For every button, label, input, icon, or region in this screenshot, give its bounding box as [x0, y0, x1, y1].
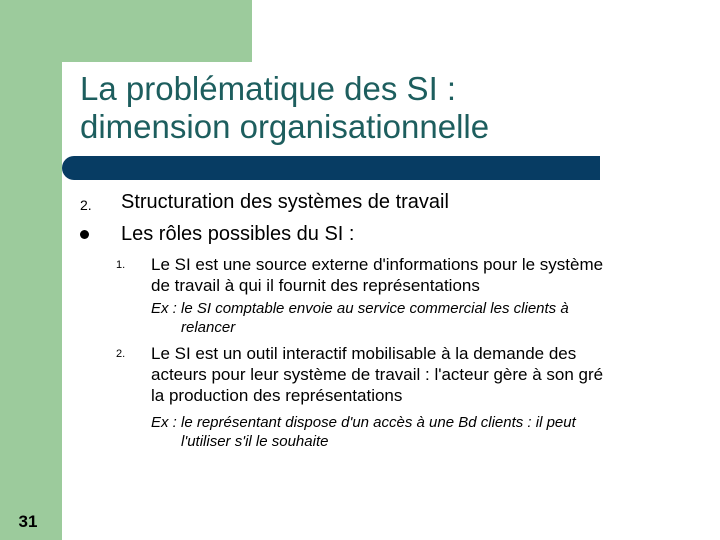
sub-item-2-line-3: la production des représentations	[151, 386, 403, 405]
bullet-text: Les rôles possibles du SI :	[121, 223, 355, 245]
slide-title	[80, 70, 489, 146]
bullet-icon	[80, 230, 89, 239]
sub-item-1-line-2: de travail à qui il fournit des représentations	[151, 276, 480, 295]
item-number: 2.	[80, 197, 92, 213]
sub-item-1-line-1: Le SI est une source externe d'informations pour le système	[151, 255, 604, 274]
sub-item-2-number: 2.	[116, 348, 126, 360]
sub-item-1-text	[151, 254, 603, 296]
sub-item-1-number: 1.	[116, 259, 126, 271]
decor-green-band-left	[0, 0, 62, 540]
sub-item-2-line-2: acteurs pour leur système de travail : l'acteur gère à son gré	[151, 365, 604, 384]
sub-item-1-example	[151, 299, 569, 337]
sub-item-1-example-line-2: relancer	[181, 319, 236, 336]
sub-item-2-text	[151, 343, 603, 406]
slide-title-line-1: La problématique des SI :	[80, 70, 457, 107]
sub-item-1-example-line-1: Ex : le SI comptable envoie au service commercial les clients à	[151, 300, 569, 317]
sub-item-2-example	[151, 413, 576, 451]
slide-title-line-2: dimension organisationnelle	[80, 108, 490, 145]
slide-number: 31	[18, 512, 38, 531]
sub-item-2-example-line-2: l'utiliser s'il le souhaite	[181, 433, 329, 450]
title-underline-bar	[62, 156, 600, 180]
sub-item-2-line-1: Le SI est un outil interactif mobilisable à la demande des	[151, 344, 577, 363]
item-text: Structuration des systèmes de travail	[121, 191, 449, 213]
sub-item-2-example-line-1: Ex : le représentant dispose d'un accès à une Bd clients : il peut	[151, 414, 576, 431]
